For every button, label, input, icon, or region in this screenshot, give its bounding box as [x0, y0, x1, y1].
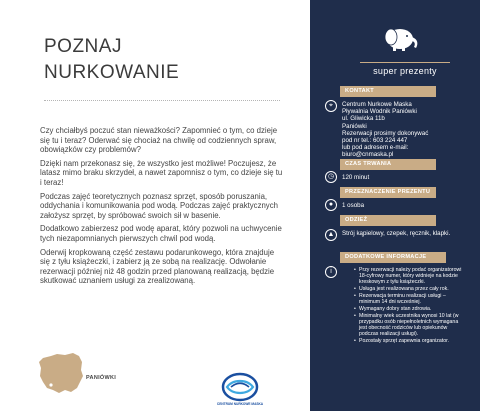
page-title [44, 34, 179, 86]
paragraph: Oderwij kropkowaną część zestawu podarunkowego, która znajduje się z tyłu książeczki, i zabierz ją ze sobą na realizację. Odwołanie rezerwacji później niż 48 godzin przed planowaną realizacją, będzie skutkować uznaniem usługi za zrealizowaną. [40, 247, 275, 286]
contact-line: lub pod adresem e-mail: [342, 144, 409, 152]
map-pin-icon: ⌖ [325, 100, 337, 112]
contact-line: Centrum Nurkowe Maska [342, 101, 412, 108]
svg-text:CENTRUM NURKOWE MASKA: CENTRUM NURKOWE MASKA [216, 402, 264, 406]
description-text [40, 126, 284, 290]
paragraph: Dzięki nam przekonasz się, że wszystko jest możliwe! Poczujesz, że latasz mimo braku skrzydeł, a nawet zapomnisz o tym, co dzieje się tu i teraz! [40, 158, 283, 187]
contact-line: Paniówki [342, 122, 367, 130]
contact-phone: pod nr tel.: 603 224 447 [342, 137, 408, 145]
person-icon: ● [325, 199, 337, 211]
contact-line: Pływalnia Wodnik Paniówki [342, 108, 417, 116]
paragraph: Czy chciałbyś poczuć stan nieważkości? Zapomnieć o tym, co dzieje się tu i teraz? Oderwać się chociaż na chwilę od codziennych spraw, obowiązków czy problemów? [40, 126, 278, 155]
contact-header: KONTAKT [340, 86, 436, 97]
map-location-label: PANIÓWKI [86, 375, 117, 381]
info-item: • Minimalny wiek uczestnika wynosi 10 lat (w przypadku osób niepełnoletnich wymagana jest obecność rodziców lub opiekunów podczas realizacji usługi). [354, 313, 462, 338]
info-header: DODATKOWE INFORMACJE [340, 252, 446, 263]
info-item: • Usługa jest realizowana przez cały rok. [354, 286, 462, 292]
brand-name: super prezenty [360, 62, 450, 76]
contact-email: biuro@cnmaska.pl [342, 151, 394, 159]
clock-icon: ◷ [325, 171, 337, 183]
centrum-nurkowe-maska-logo [215, 370, 265, 410]
info-item: • Wymagany dobry stan zdrowia. [354, 306, 462, 312]
dotted-divider [44, 100, 280, 101]
info-icon: i [325, 266, 337, 278]
purpose-header: PRZEZNACZENIE PREZENTU [340, 187, 436, 198]
duration-header: CZAS TRWANIA [340, 159, 436, 170]
paragraph: Dodatkowo zabierzesz pod wodę aparat, który pozwoli na uchwycenie tych niezapomnianych pierwszych chwil pod wodą. [40, 224, 282, 243]
purpose-value: 1 osoba [342, 202, 365, 209]
info-list [354, 267, 462, 345]
contact-line: ul. Gliwicka 11b [342, 115, 385, 123]
clothing-value: Strój kąpielowy, czepek, ręcznik, klapki. [342, 230, 451, 237]
info-item: • Rezerwacja terminu realizacji usługi – minimum 14 dni wcześniej. [354, 293, 462, 305]
title-line-2: NURKOWANIE [44, 62, 180, 83]
duration-value: 120 minut [342, 174, 370, 181]
paragraph: Podczas zajęć teoretycznych poznasz sprzęt, sposób poruszania, oddychania i komunikowania pod wodą. Podczas zajęć praktycznych założysz sprzęt, by spróbować swoich sił w basenie. [40, 191, 278, 220]
contact-line: Rezerwacji prosimy dokonywać [342, 129, 429, 137]
title-line-1: POZNAJ [44, 36, 122, 57]
clothing-icon: ▲ [325, 229, 337, 241]
elephant-logo-icon [382, 26, 422, 52]
clothing-header: ODZIEŻ [340, 215, 436, 226]
info-item: • Przy rezerwacji należy podać organizatorowi 18-cyfrowy numer, który widnieje na kodzie kreskowym z tyłu książeczki. [354, 267, 462, 286]
poland-map-icon [37, 352, 85, 396]
contact-details [342, 101, 454, 159]
info-item: • Pozostały sprzęt zapewnia organizator. [354, 338, 462, 344]
